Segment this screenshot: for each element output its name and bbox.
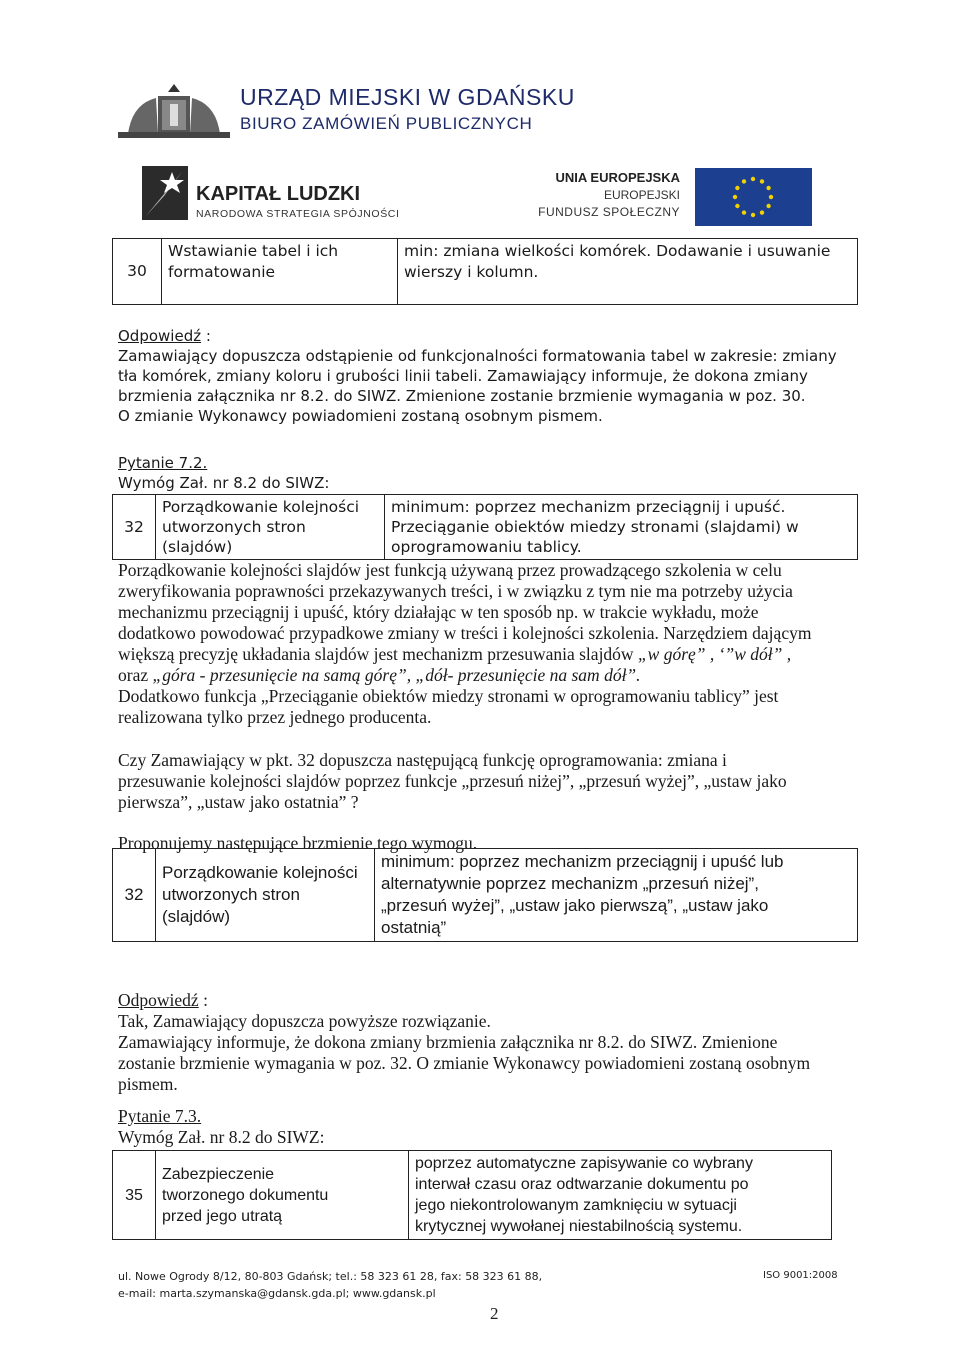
requirement-description — [398, 239, 858, 305]
req-line: jego niekontrolowanym zamknięciu w sytuacji — [415, 1197, 737, 1214]
question-7-2-body — [118, 560, 890, 854]
req-line: alternatywnie poprzez mechanizm „przesuń niżej”, — [381, 874, 759, 893]
answer-2 — [118, 990, 890, 1095]
para-line: mechanizmu przeciągnij i upuść, który działając w ten sposób np. w trakcie wykładu, może — [118, 602, 759, 622]
answer-line: brzmienia załącznika nr 8.2. do SIWZ. Zmienione zostanie brzmienie wymagania w poz. 30. — [118, 387, 806, 405]
answer-heading — [118, 326, 888, 346]
eu-subtitle-2: FUNDUSZ SPOŁECZNY — [538, 205, 680, 219]
row-number: 32 — [113, 849, 156, 942]
row-number: 30 — [113, 239, 162, 305]
spacer — [118, 813, 890, 833]
italic-text: „góra - przesunięcie na samą górę”, „dół- przesunięcie na sam dół”. — [148, 665, 641, 685]
question-7-3-heading — [118, 1106, 324, 1148]
answer-heading — [118, 990, 890, 1011]
italic-text: „w górę” , ‘”w dół” , — [633, 644, 792, 664]
requirement-description — [385, 495, 858, 560]
name-line: tworzonego dokumentu — [162, 1186, 329, 1204]
requirement-table-35 — [112, 1150, 832, 1240]
name-line: Porządkowanie kolejności — [162, 863, 358, 882]
req-line: ostatnią” — [381, 918, 447, 937]
answer-line: tła komórek, zmiany koloru i grubości linii tabeli. Zamawiający informuje, że dokona zmiany — [118, 367, 808, 385]
answer-line: zostanie brzmienie wymagania w poz. 32. O zmianie Wykonawcy powiadomieni zostaną osobnym — [118, 1053, 811, 1073]
requirement-name — [156, 849, 375, 942]
office-name: URZĄD MIEJSKI W GDAŃSKU — [240, 84, 575, 110]
para-line: przesuwanie kolejności slajdów poprzez funkcje „przesuń niżej”, „przesuń wyżej”, „ustaw jako — [118, 771, 787, 791]
eu-star-icon — [751, 177, 755, 181]
answer-line: O zmianie Wykonawcy powiadomieni zostaną osobnym pismem. — [118, 407, 603, 425]
eu-star-icon — [751, 213, 755, 217]
para-line: Porządkowanie kolejności slajdów jest funkcją używaną przez prowadzącego szkolenia w celu — [118, 560, 782, 580]
answer-1 — [118, 326, 888, 426]
kapital-ludzki-logo — [142, 166, 188, 220]
question-title: Pytanie 7.2. — [118, 454, 208, 472]
answer-label: Odpowiedź — [118, 327, 202, 345]
kapital-ludzki-subtitle: NARODOWA STRATEGIA SPÓJNOŚCI — [196, 208, 400, 220]
req-line: minimum: poprzez mechanizm przeciągnij i upuść. — [391, 498, 786, 516]
kapital-ludzki-title: KAPITAŁ LUDZKI — [196, 183, 361, 205]
para-text: oraz — [118, 665, 149, 685]
proposed-requirement-table-32 — [112, 848, 858, 942]
question-requirement-ref: Wymóg Zał. nr 8.2 do SIWZ: — [118, 474, 330, 492]
requirement-name — [156, 1151, 409, 1240]
para-line: Dodatkowo funkcja „Przeciąganie obiektów miedzy stronami w oprogramowaniu tablicy” jest — [118, 686, 779, 706]
row-number: 35 — [113, 1151, 156, 1240]
req-line: poprzez automatyczne zapisywanie co wybrany — [415, 1155, 753, 1172]
eu-star-icon — [742, 210, 746, 214]
requirement-name — [156, 495, 385, 560]
para-line: zweryfikowania poprawności przekazywanych treści, i w związku z tym nie ma potrzeby użycia — [118, 581, 793, 601]
office-department: BIURO ZAMÓWIEŃ PUBLICZNYCH — [240, 114, 533, 133]
name-line: przed jego utratą — [162, 1207, 283, 1225]
spacer — [118, 728, 890, 750]
requirement-description — [409, 1151, 832, 1240]
req-line: min: zmiana wielkości komórek. Dodawanie i usuwanie — [404, 242, 831, 260]
eu-star-icon — [760, 179, 764, 183]
eu-star-icon — [760, 210, 764, 214]
name-line: Porządkowanie kolejności — [162, 498, 360, 516]
eu-star-icon — [742, 179, 746, 183]
answer-line: Zamawiający dopuszcza odstąpienie od funkcjonalności formatowania tabel w zakresie: zmiany — [118, 347, 837, 365]
proposal-line: Proponujemy następujące brzmienie tego wymogu. — [118, 833, 478, 853]
answer-line: Tak, Zamawiający dopuszcza powyższe rozwiązanie. — [118, 1011, 491, 1031]
question-7-2-heading — [118, 453, 329, 493]
name-line: utworzonych stron — [162, 518, 306, 536]
eu-star-icon — [766, 204, 770, 208]
para-line: pierwsza”, „ustaw jako ostatnia” ? — [118, 792, 359, 812]
name-line: Wstawianie tabel i ich — [168, 242, 339, 260]
req-line: krytycznej wywołanej niestabilnością systemu. — [415, 1218, 743, 1235]
req-line: Przeciąganie obiektów miedzy stronami (slajdami) w — [391, 518, 799, 536]
para-line — [118, 665, 890, 686]
req-line: minimum: poprzez mechanizm przeciągnij i upuść lub — [381, 852, 784, 871]
eu-star-icon — [735, 186, 739, 190]
eu-title: UNIA EUROPEJSKA — [555, 170, 680, 185]
answer-colon: : — [198, 990, 208, 1010]
name-line: (slajdów) — [162, 538, 233, 556]
answer-label: Odpowiedź — [118, 990, 199, 1010]
answer-line: Zamawiający informuje, że dokona zmiany brzmienia załącznika nr 8.2. do SIWZ. Zmienione — [118, 1032, 778, 1052]
requirement-table-32 — [112, 494, 858, 560]
question-requirement-ref: Wymóg Zał. nr 8.2 do SIWZ: — [118, 1127, 325, 1147]
requirement-name — [162, 239, 398, 305]
footer-address: ul. Nowe Ogrody 8/12, 80-803 Gdańsk; tel.: 58 323 61 28, fax: 58 323 61 88, — [118, 1270, 543, 1283]
city-crest-logo — [118, 82, 230, 138]
answer-line: pismem. — [118, 1074, 178, 1094]
eu-star-icon — [733, 195, 737, 199]
req-line: interwał czasu oraz odtwarzanie dokumentu po — [415, 1176, 749, 1193]
name-line: Zabezpieczenie — [162, 1165, 275, 1183]
para-line — [118, 644, 890, 665]
name-line: formatowanie — [168, 263, 276, 281]
row-number: 32 — [113, 495, 156, 560]
para-line: dodatkowo powodować przypadkowe zmiany w treści i kolejności szkolenia. Narzędziem dającym — [118, 623, 812, 643]
footer-contact: e-mail: marta.szymanska@gdansk.gda.pl; www.gdansk.pl — [118, 1287, 436, 1300]
requirement-table-30 — [112, 238, 858, 305]
req-line: oprogramowaniu tablicy. — [391, 538, 582, 556]
para-line: Czy Zamawiający w pkt. 32 dopuszcza następującą funkcję oprogramowania: zmiana i — [118, 750, 727, 770]
eu-star-icon — [735, 204, 739, 208]
eu-flag-icon — [695, 168, 812, 226]
req-line: „przesuń wyżej”, „ustaw jako pierwszą”, „ustaw jako — [381, 896, 769, 915]
req-line: wierszy i kolumn. — [404, 263, 539, 281]
eu-flag-background — [695, 168, 812, 226]
iso-certificate: ISO 9001:2008 — [763, 1270, 838, 1281]
eu-star-icon — [766, 186, 770, 190]
question-title: Pytanie 7.3. — [118, 1106, 202, 1126]
answer-colon: : — [201, 327, 211, 345]
para-text: większą precyzję układania slajdów jest mechanizm przesuwania slajdów — [118, 644, 634, 664]
eu-star-icon — [769, 195, 773, 199]
name-line: (slajdów) — [162, 907, 231, 926]
name-line: utworzonych stron — [162, 885, 300, 904]
eu-subtitle-1: EUROPEJSKI — [603, 188, 680, 202]
page-number: 2 — [490, 1304, 499, 1323]
requirement-description — [375, 849, 858, 942]
para-line: realizowana tylko przez jednego producenta. — [118, 707, 432, 727]
